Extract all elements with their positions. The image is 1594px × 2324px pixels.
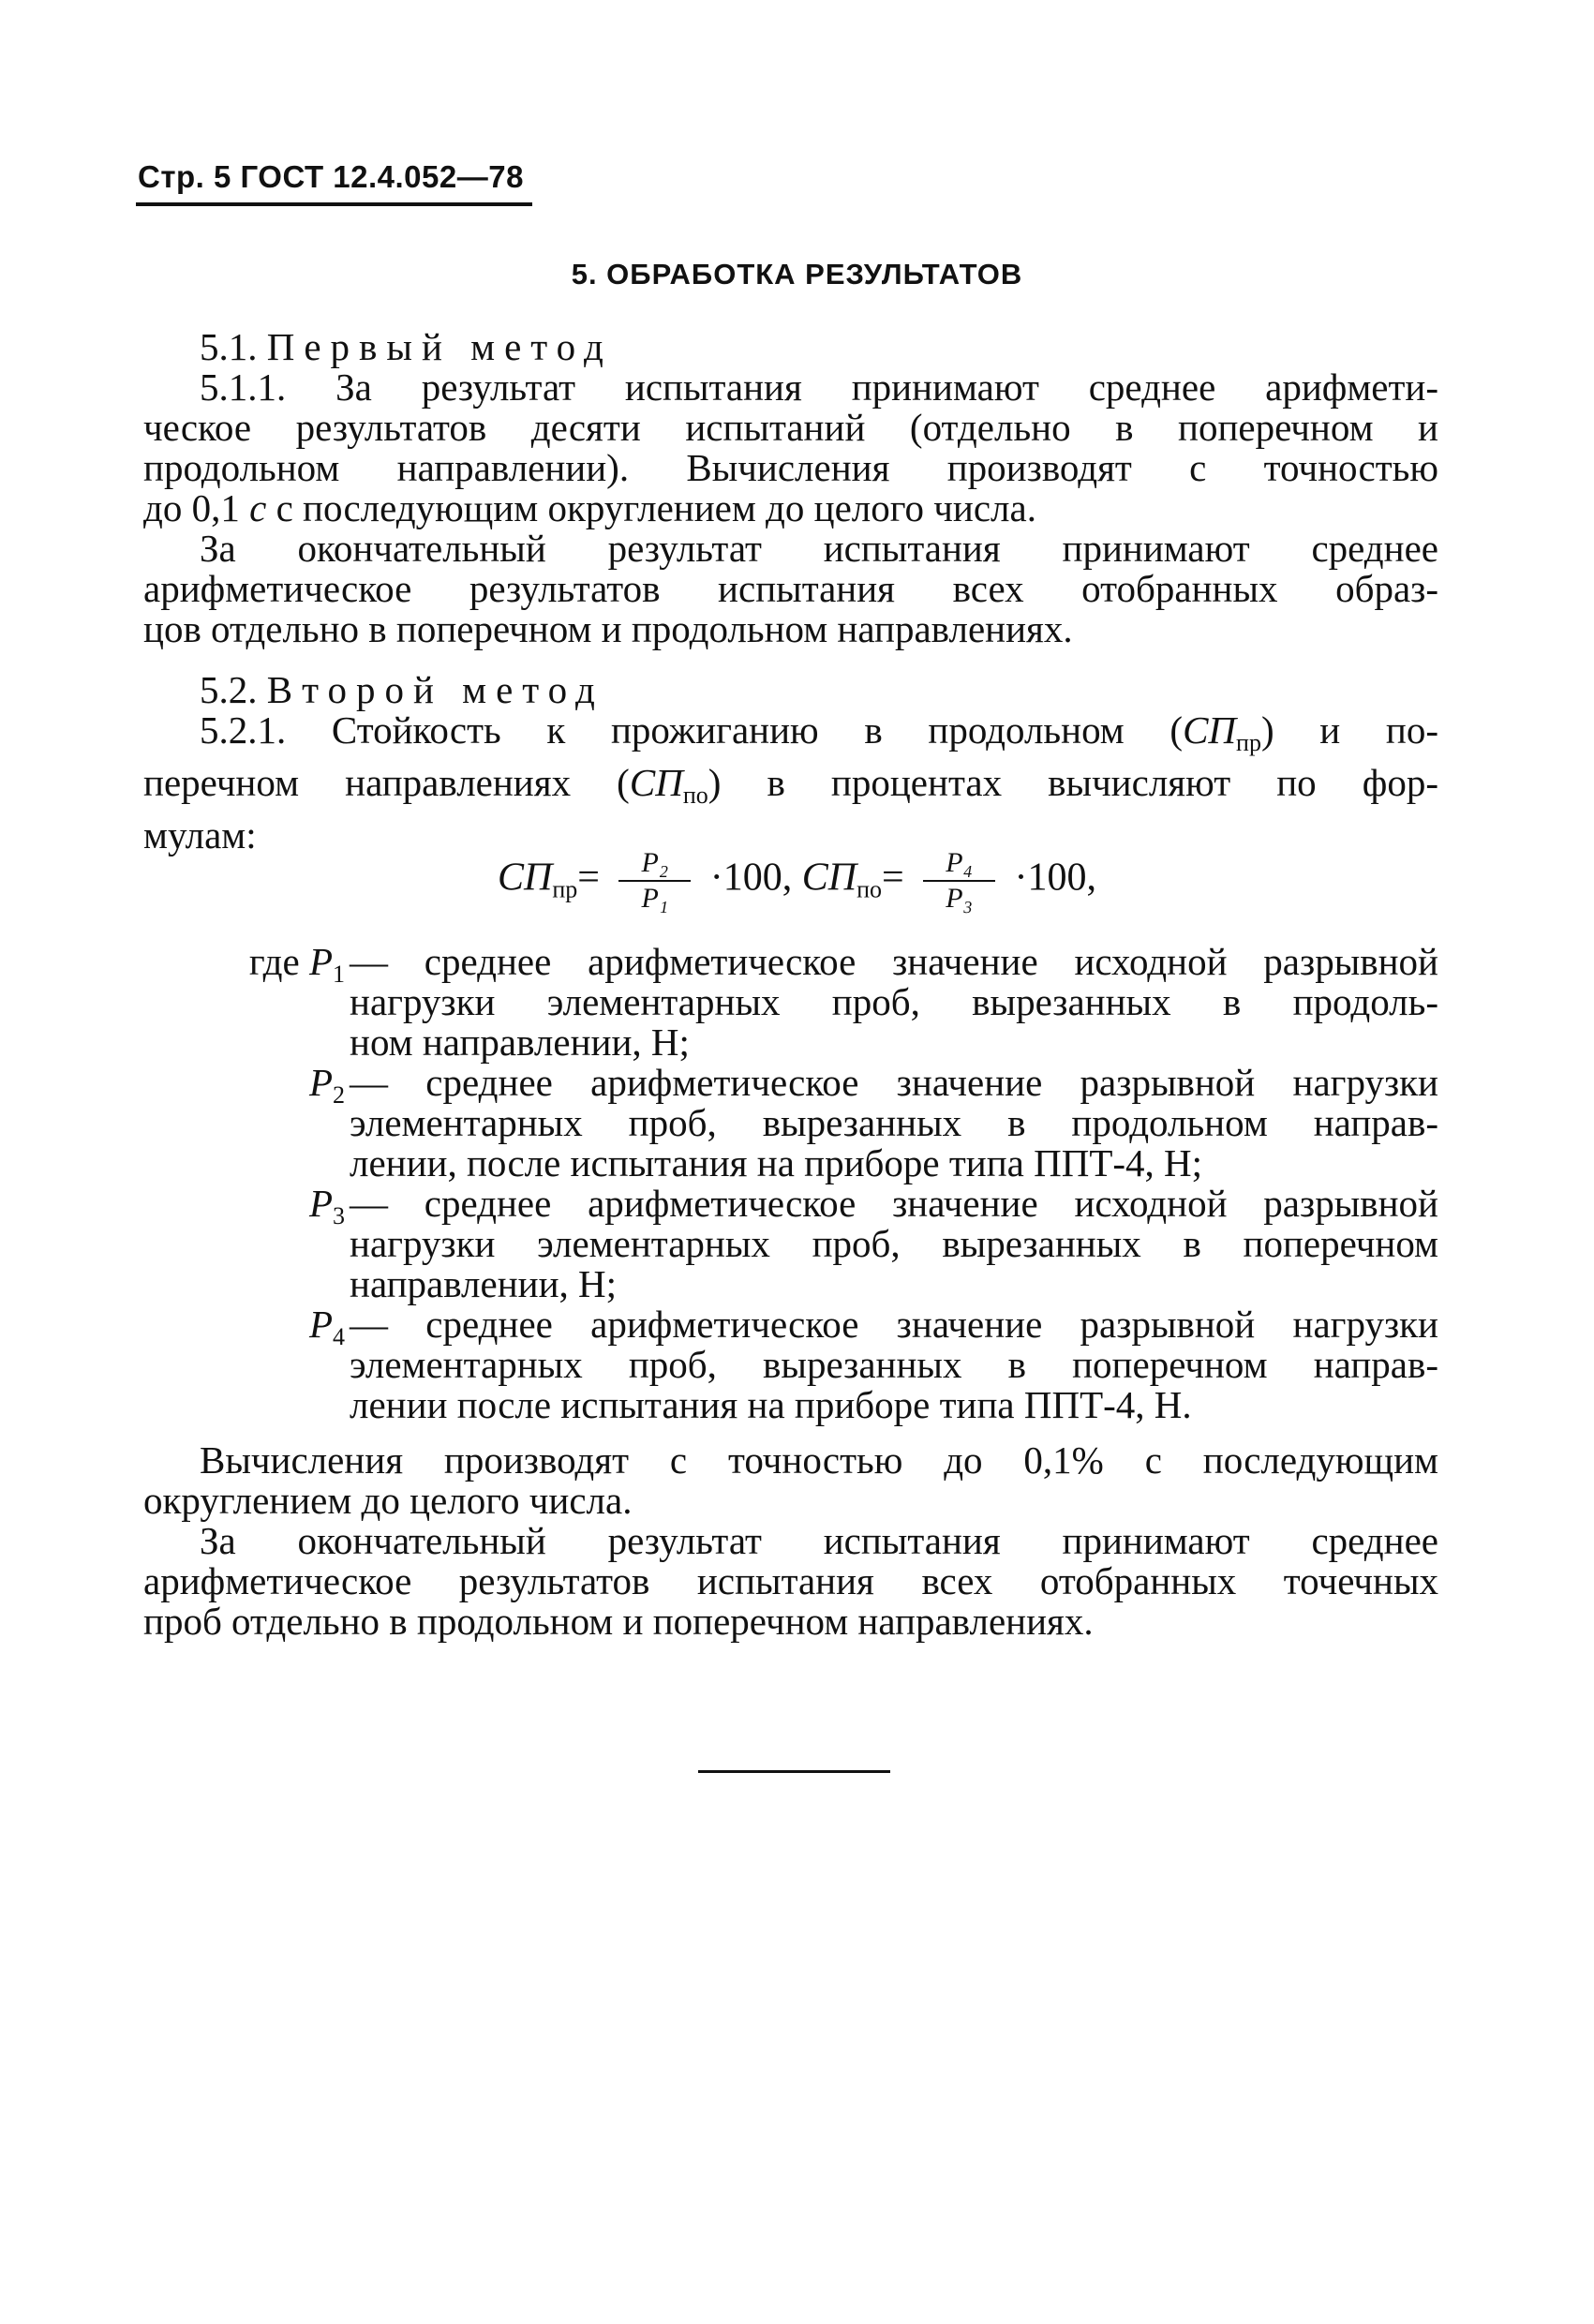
definition-item bbox=[171, 1304, 1438, 1425]
method1-p1-line4-c: с последующим округлением до целого числа. bbox=[266, 486, 1036, 529]
definition-symbol: P bbox=[308, 1182, 333, 1225]
where-word: где bbox=[248, 940, 300, 983]
definition-line-text: нагрузки элементарных проб, вырезанных в продоль - bbox=[350, 980, 1438, 1023]
formula-denominator1: P₁ bbox=[641, 883, 669, 914]
method2-p1-line1-d: ) и по - bbox=[1261, 708, 1438, 752]
method1-p2-line2-text: арифметическое результатов испытания всех отобранных образ - bbox=[143, 567, 1438, 610]
method1-heading-number: 5.1. bbox=[200, 325, 258, 368]
formula-equals2: = bbox=[882, 856, 904, 900]
end-rule bbox=[698, 1770, 890, 1773]
definition-line: направлении, Н; bbox=[350, 1262, 618, 1305]
closing-p2-line2: арифметическое результатов испытания всех отобранных точечных bbox=[143, 1559, 1438, 1602]
definition-line: лении, после испытания на приборе типа ППТ-4, Н; bbox=[350, 1141, 1203, 1184]
definition-symbol: P bbox=[308, 1061, 333, 1104]
closing-p1-line1: Вычисления производят с точностью до 0,1% с последующим bbox=[200, 1438, 1438, 1482]
formula-lhs1-subscript: пр bbox=[552, 875, 578, 903]
method2-heading-number: 5.2. bbox=[200, 668, 258, 711]
definition-body bbox=[350, 1063, 1438, 1184]
definition-line bbox=[350, 982, 1438, 1022]
definitions-list bbox=[171, 942, 1438, 1425]
formula-lhs2: СП bbox=[801, 856, 857, 900]
definition-body bbox=[350, 1184, 1438, 1304]
definition-item bbox=[171, 1063, 1438, 1184]
method2-p1-line2-a: перечном направлениях ( bbox=[143, 761, 630, 804]
method2-heading bbox=[143, 670, 1438, 710]
closing-block bbox=[143, 1440, 1438, 1642]
definition-line: лении после испытания на приборе типа ППТ-4, Н. bbox=[350, 1383, 1192, 1426]
definition-subscript: 4 bbox=[333, 1323, 345, 1350]
definition-label bbox=[171, 1184, 345, 1236]
method1-p2-line3: цов отдельно в поперечном и продольном направлениях. bbox=[143, 607, 1073, 650]
formula-multiplier2: ·100, bbox=[1014, 856, 1096, 900]
method1-heading bbox=[143, 327, 1438, 367]
method1-p1-line1-text: 5.1.1. За результат испытания принимают среднее арифмети - bbox=[200, 365, 1438, 409]
definition-item bbox=[171, 942, 1438, 1063]
method2-p1-line1-symbol: СП bbox=[1183, 708, 1237, 752]
closing-p1-line2: округлением до целого числа. bbox=[143, 1479, 633, 1522]
header-rule bbox=[136, 202, 532, 206]
method2-p1-line1 bbox=[143, 710, 1438, 763]
formula-multiplier1: ·100, bbox=[709, 856, 793, 900]
closing-p2-line3: проб отдельно в продольном и поперечном направлениях. bbox=[143, 1600, 1094, 1643]
method1-p2-line2 bbox=[143, 569, 1438, 609]
method2-p1-line2-symbol: СП bbox=[629, 761, 683, 804]
definition-line: — среднее арифметическое значение разрывной нагрузки bbox=[350, 1303, 1438, 1346]
definition-item bbox=[171, 1184, 1438, 1304]
page-header: Стр. 5 ГОСТ 12.4.052—78 bbox=[138, 159, 524, 194]
definition-symbol: P bbox=[308, 940, 333, 983]
definition-symbol: P bbox=[308, 1303, 333, 1346]
definition-line-text: элементарных проб, вырезанных в продольном направ - bbox=[350, 1101, 1438, 1144]
method1-heading-word: Первый метод bbox=[266, 325, 613, 368]
formula bbox=[0, 848, 1594, 914]
definition-body bbox=[350, 1304, 1438, 1425]
method1-p1-line4-a: до 0,1 bbox=[143, 486, 250, 529]
method1-p1-line2: ческое результатов десяти испытаний (отдельно в поперечном и bbox=[143, 406, 1438, 449]
method2-block bbox=[143, 670, 1438, 856]
definition-label bbox=[171, 1304, 345, 1357]
closing-p2-line1: За окончательный результат испытания принимают среднее bbox=[200, 1519, 1438, 1562]
method1-block bbox=[143, 327, 1438, 649]
formula-numerator1: P₂ bbox=[618, 848, 691, 882]
method1-p1-line1 bbox=[143, 367, 1438, 408]
definition-line-text: элементарных проб, вырезанных в поперечном направ - bbox=[350, 1343, 1438, 1386]
method1-p1-line3: продольном направлении). Вычисления производят с точностью bbox=[143, 446, 1438, 489]
definition-line: — среднее арифметическое значение разрывной нагрузки bbox=[350, 1061, 1438, 1104]
definition-subscript: 3 bbox=[333, 1202, 345, 1229]
definition-subscript: 2 bbox=[333, 1081, 345, 1109]
formula-equals1: = bbox=[577, 856, 600, 900]
definition-label bbox=[171, 1063, 345, 1115]
definition-line: нагрузки элементарных проб, вырезанных в поперечном bbox=[350, 1222, 1438, 1265]
method2-p1-line1-subscript: пр bbox=[1236, 729, 1261, 756]
method1-p1-line4 bbox=[143, 488, 1438, 529]
definition-label bbox=[171, 942, 345, 994]
method2-p1-line2-subscript: по bbox=[682, 782, 708, 809]
formula-denominator2: P₃ bbox=[946, 883, 973, 914]
definition-line: — среднее арифметическое значение исходной разрывной bbox=[350, 1182, 1438, 1225]
method2-heading-word: Второй метод bbox=[266, 668, 604, 711]
method1-p1-line4-unit: с bbox=[249, 486, 267, 529]
section-title: 5. ОБРАБОТКА РЕЗУЛЬТАТОВ bbox=[571, 258, 1023, 290]
method2-p1-line2 bbox=[143, 763, 1438, 815]
method1-p2-line1: За окончательный результат испытания принимают среднее bbox=[200, 527, 1438, 570]
definition-body bbox=[350, 942, 1438, 1063]
definition-line: — среднее арифметическое значение исходной разрывной bbox=[350, 940, 1438, 983]
definition-line bbox=[350, 1103, 1438, 1143]
formula-fraction2 bbox=[923, 848, 995, 914]
definition-line bbox=[350, 1345, 1438, 1385]
definition-line: ном направлении, Н; bbox=[350, 1020, 690, 1064]
method2-p1-line1-a: 5.2.1. Стойкость к прожиганию в продольном ( bbox=[200, 708, 1184, 752]
method2-p1-line2-d: ) в процентах вычисляют по фор - bbox=[708, 761, 1438, 804]
method2-p1-line3: мулам: bbox=[143, 813, 257, 857]
formula-fraction1 bbox=[618, 848, 691, 914]
definition-subscript: 1 bbox=[333, 961, 345, 988]
formula-numerator2: P₄ bbox=[923, 848, 995, 882]
formula-lhs1: СП bbox=[498, 856, 553, 900]
formula-lhs2-subscript: по bbox=[857, 875, 883, 903]
